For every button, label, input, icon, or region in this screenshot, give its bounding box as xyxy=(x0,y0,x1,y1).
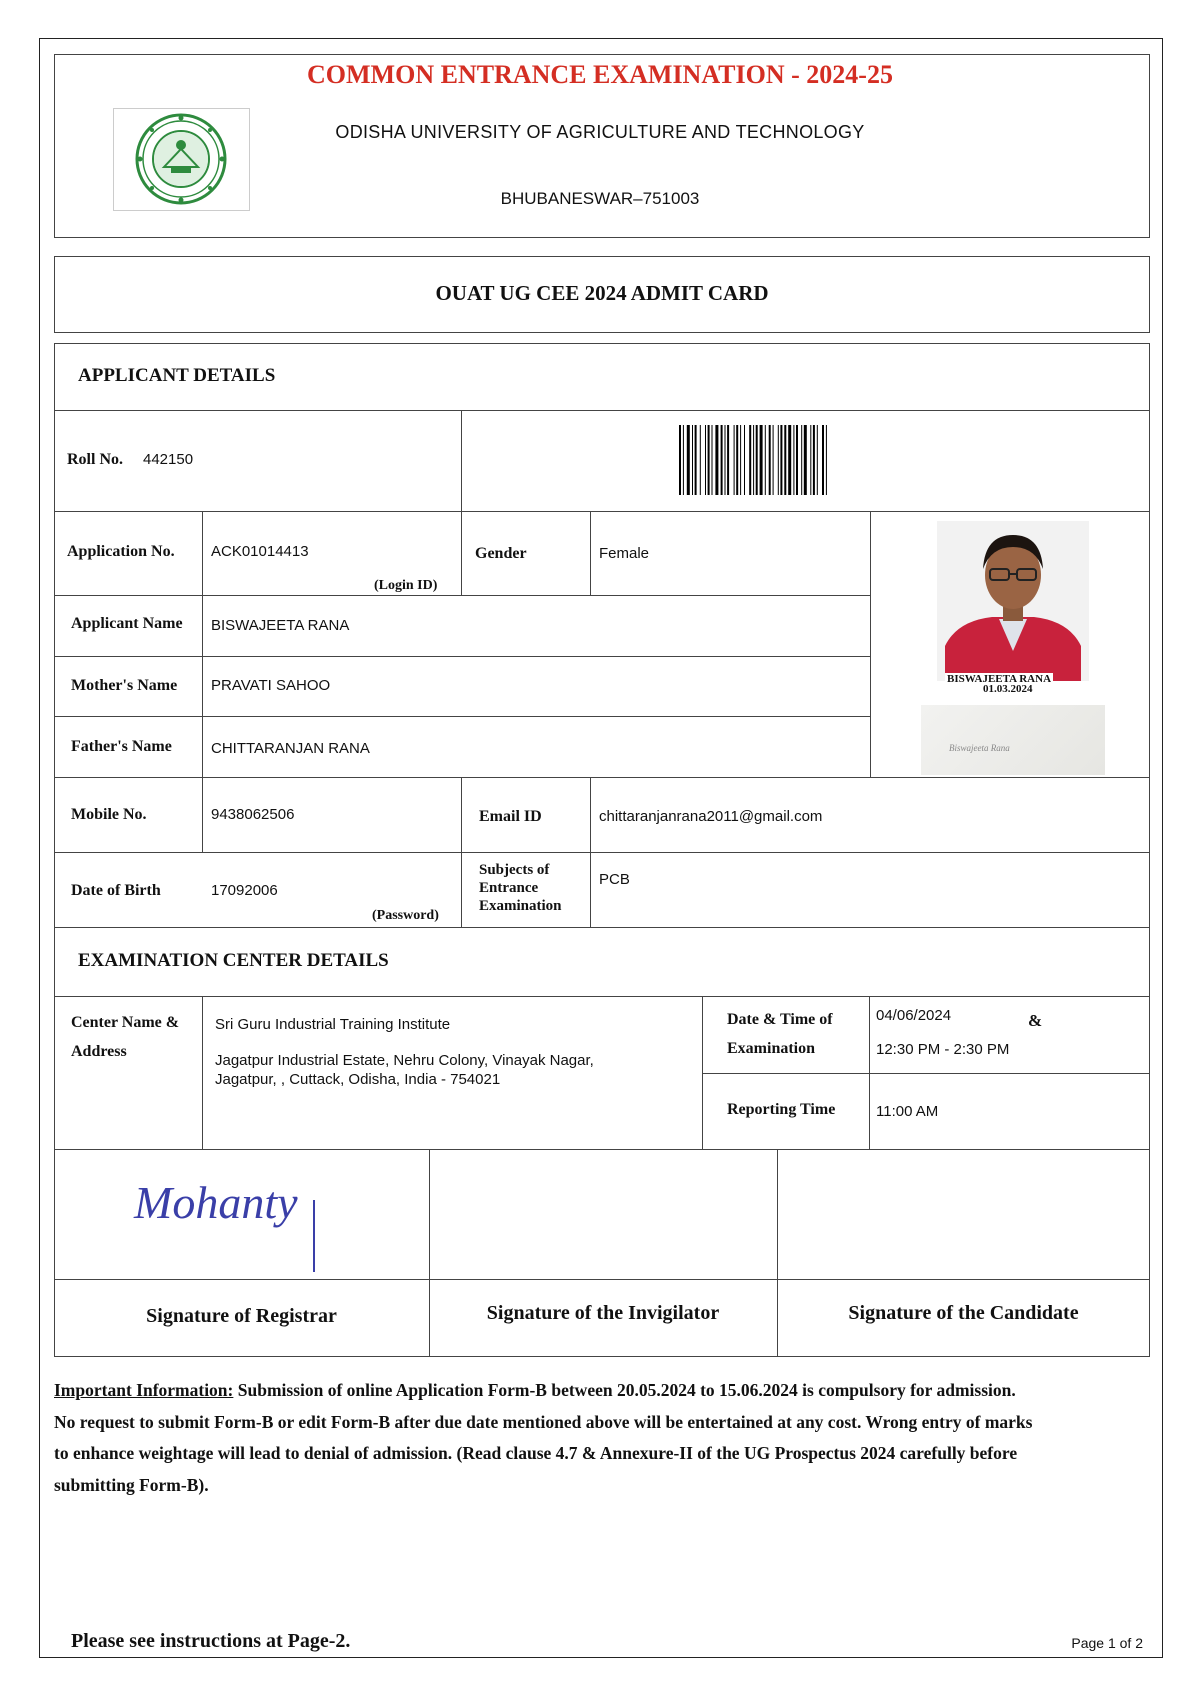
barcode xyxy=(679,425,959,495)
page-number: Page 1 of 2 xyxy=(1071,1635,1143,1651)
barcode-bar xyxy=(817,425,818,495)
center-address-line-1: Jagatpur Industrial Estate, Nehru Colony, Vinayak Nagar, xyxy=(215,1052,594,1069)
barcode-bar xyxy=(756,425,758,495)
father-name-label: Father's Name xyxy=(71,738,172,755)
subjects-value: PCB xyxy=(599,871,630,888)
important-information xyxy=(54,1375,1150,1501)
exam-time: 12:30 PM - 2:30 PM xyxy=(876,1041,1010,1058)
password-note: (Password) xyxy=(372,908,439,923)
barcode-bar xyxy=(793,425,794,495)
dob-label: Date of Birth xyxy=(71,882,161,899)
barcode-bar xyxy=(712,425,713,495)
signature-scan-text: Biswajeeta Rana xyxy=(949,743,1010,753)
subjects-label xyxy=(479,861,562,915)
barcode-bar xyxy=(708,425,710,495)
barcode-bar xyxy=(692,425,693,495)
important-line-4: submitting Form-B). xyxy=(54,1474,209,1495)
barcode-bar xyxy=(788,425,791,495)
barcode-bar xyxy=(822,425,824,495)
important-line-1: Submission of online Application Form-B between 20.05.2024 to 15.06.2024 is compulsory for admission. xyxy=(237,1380,1016,1400)
barcode-bar xyxy=(695,425,697,495)
mother-name-label: Mother's Name xyxy=(71,677,178,694)
registrar-signature: Mohanty xyxy=(134,1177,298,1228)
exam-center-section-title: EXAMINATION CENTER DETAILS xyxy=(78,950,389,971)
barcode-bar xyxy=(810,425,811,495)
barcode-bar xyxy=(687,425,690,495)
reporting-value: 11:00 AM xyxy=(876,1103,939,1120)
datetime-label-line-2: Examination xyxy=(727,1040,816,1057)
photo-caption-date: 01.03.2024 xyxy=(983,683,1033,695)
photo-caption-name: BISWAJEETA RANA xyxy=(947,673,1052,685)
barcode-bar xyxy=(765,425,766,495)
applicant-name-label: Applicant Name xyxy=(71,615,183,632)
subjects-label-line-2: Entrance xyxy=(479,880,539,896)
subjects-label-line-1: Subjects of xyxy=(479,862,550,878)
gender-value: Female xyxy=(599,545,650,562)
barcode-bar xyxy=(769,425,771,495)
application-label: Application No. xyxy=(67,543,175,560)
barcode-bar xyxy=(721,425,723,495)
center-name: Sri Guru Industrial Training Institute xyxy=(215,1016,451,1033)
barcode-bar xyxy=(705,425,706,495)
barcode-bar xyxy=(813,425,815,495)
important-heading: Important Information: xyxy=(54,1380,234,1400)
mobile-label: Mobile No. xyxy=(71,806,147,823)
instructions-note: Please see instructions at Page-2. xyxy=(71,1630,351,1652)
barcode-bar xyxy=(778,425,779,495)
university-name: ODISHA UNIVERSITY OF AGRICULTURE AND TECHNOLOGY xyxy=(335,122,865,142)
registrar-signature-label: Signature of Registrar xyxy=(146,1305,337,1327)
dob-value: 17092006 xyxy=(211,882,278,899)
important-line-2: No request to submit Form-B or edit Form-B after due date mentioned above will be entertained at any cost. Wrong entry of marks xyxy=(54,1411,1033,1432)
applicant-photo xyxy=(937,521,1089,681)
reporting-label: Reporting Time xyxy=(727,1101,836,1118)
barcode-bar xyxy=(804,425,807,495)
barcode-bar xyxy=(784,425,786,495)
datetime-label-line-1: Date & Time of xyxy=(727,1011,833,1028)
roll-label: Roll No. xyxy=(67,451,123,468)
mobile-value: 9438062506 xyxy=(211,806,295,823)
barcode-bar xyxy=(796,425,798,495)
center-label-line-1: Center Name & xyxy=(71,1014,180,1031)
applicant-name-value: BISWAJEETA RANA xyxy=(211,617,350,634)
subjects-label-line-3: Examination xyxy=(479,898,562,914)
barcode-bar xyxy=(749,425,751,495)
applicant-section-title: APPLICANT DETAILS xyxy=(78,365,276,386)
barcode-bar xyxy=(744,425,745,495)
barcode-bar xyxy=(736,425,738,495)
roll-value: 442150 xyxy=(143,451,194,468)
center-address-line-2: Jagatpur, , Cuttack, Odisha, India - 754021 xyxy=(215,1071,501,1088)
university-city: BHUBANESWAR–751003 xyxy=(500,189,700,208)
father-name-value: CHITTARANJAN RANA xyxy=(211,740,370,757)
barcode-bar xyxy=(760,425,763,495)
gender-label: Gender xyxy=(475,545,527,562)
barcode-bar xyxy=(773,425,774,495)
email-value: chittaranjanrana2011@gmail.com xyxy=(599,808,823,825)
important-line-3: to enhance weightage will lead to denial of admission. (Read clause 4.7 & Annexure-II of the UG Prospectus 2024 carefully before xyxy=(54,1443,1018,1463)
application-value: ACK01014413 xyxy=(211,543,309,560)
login-id-note: (Login ID) xyxy=(374,578,438,593)
candidate-signature-scan xyxy=(921,705,1105,775)
card-title: OUAT UG CEE 2024 ADMIT CARD xyxy=(435,281,769,305)
barcode-bar xyxy=(725,425,726,495)
candidate-signature-label: Signature of the Candidate xyxy=(848,1302,1079,1324)
center-label-line-2: Address xyxy=(71,1043,127,1060)
exam-title: COMMON ENTRANCE EXAMINATION - 2024-25 xyxy=(307,60,893,89)
barcode-bar xyxy=(740,425,741,495)
exam-date: 04/06/2024 xyxy=(876,1007,952,1024)
barcode-bar xyxy=(826,425,827,495)
barcode-bar xyxy=(801,425,802,495)
barcode-bar xyxy=(727,425,729,495)
barcode-bar xyxy=(780,425,782,495)
barcode-bar xyxy=(753,425,754,495)
mother-name-value: PRAVATI SAHOO xyxy=(211,677,331,694)
barcode-bar xyxy=(734,425,735,495)
barcode-bar xyxy=(700,425,701,495)
date-time-separator: & xyxy=(1028,1011,1043,1030)
email-label: Email ID xyxy=(479,808,542,825)
barcode-bar xyxy=(715,425,718,495)
barcode-bar xyxy=(679,425,681,495)
invigilator-signature-label: Signature of the Invigilator xyxy=(486,1302,720,1324)
barcode-bar xyxy=(683,425,684,495)
